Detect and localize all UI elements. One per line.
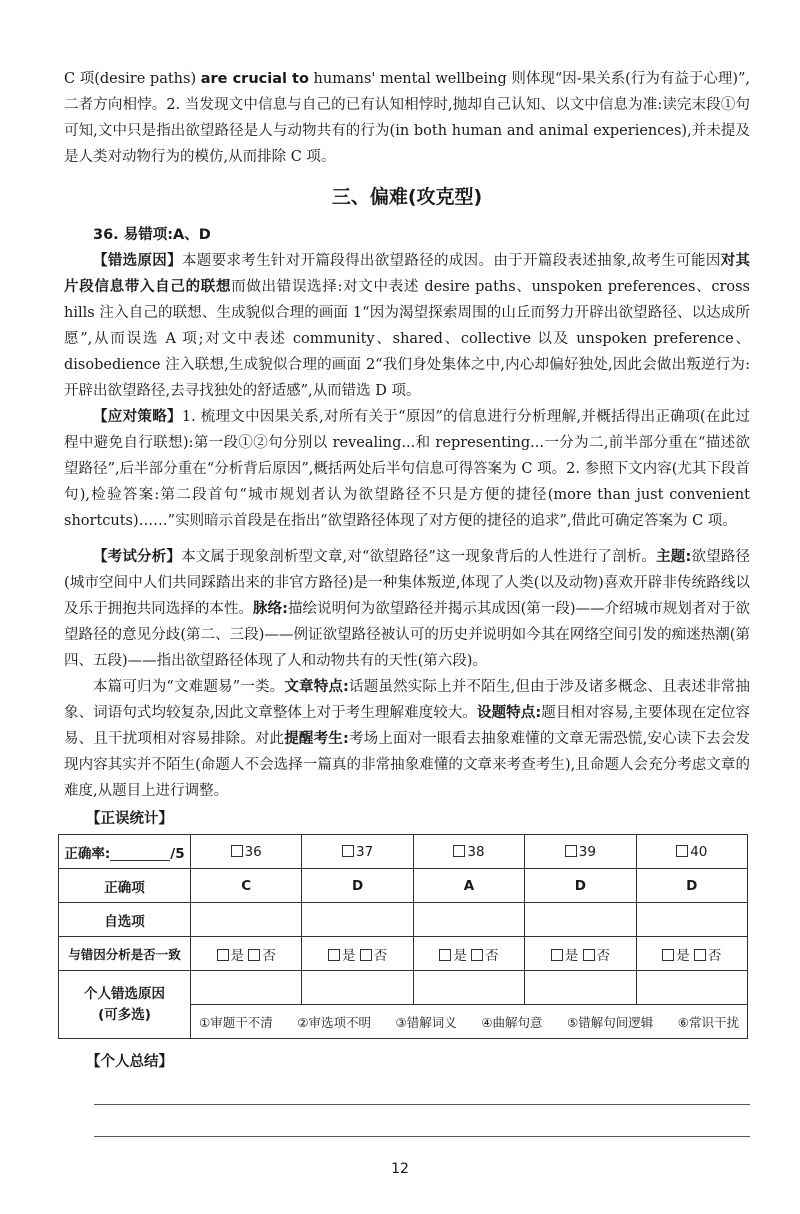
summary-label: 【个人总结】 — [86, 1054, 173, 1070]
table-row — [59, 835, 748, 869]
answer-cell: D — [302, 869, 413, 903]
error-cause-paragraph — [64, 248, 750, 404]
analysis-paragraph-1 — [64, 544, 750, 674]
self-choice-cell[interactable] — [413, 903, 524, 937]
reason-input-cell[interactable] — [636, 971, 747, 1005]
self-choice-cell[interactable] — [302, 903, 413, 937]
reason-option[interactable]: ①审题干不清 — [199, 1014, 273, 1030]
checkbox-icon[interactable] — [551, 949, 563, 961]
question-number: 37 — [355, 843, 374, 860]
checkbox-icon[interactable] — [231, 845, 243, 857]
feature-label: 文章特点: — [284, 679, 349, 695]
checkbox-icon[interactable] — [662, 949, 674, 961]
yes-label: 是 — [230, 947, 245, 964]
summary-line[interactable] — [94, 1073, 750, 1105]
self-choice-cell[interactable] — [191, 903, 302, 937]
reason-option[interactable]: ②审选项不明 — [297, 1014, 371, 1030]
accuracy-blank[interactable] — [110, 846, 170, 861]
analysis-text-b: 欲望路径(城市空间中人们共同踩踏出来的非官方路径)是一种集体叛逆,体现了人类(以及动物)喜欢开辟非传统路线以及乐于拥抱共同选择的本性。 — [64, 549, 750, 617]
answer-row-label: 正确项 — [59, 869, 191, 903]
reason-input-cell[interactable] — [413, 971, 524, 1005]
answer-cell: C — [191, 869, 302, 903]
reason-input-cell[interactable] — [191, 971, 302, 1005]
intro-bold-phrase: are crucial to — [200, 71, 309, 87]
vein-label: 脉络: — [253, 601, 288, 617]
yes-label: 是 — [341, 947, 356, 964]
error-cause-text-a: 本题要求考生针对开篇段得出欲望路径的成因。由于开篇段表述抽象,故考生可能因 — [181, 253, 721, 269]
match-cell[interactable] — [302, 937, 413, 971]
reason-label: 个人错选原因 — [84, 985, 165, 1002]
reason-input-cell[interactable] — [525, 971, 636, 1005]
analysis-label: 【考试分析】 — [93, 549, 182, 565]
no-label: 否 — [596, 947, 611, 964]
summary-line[interactable] — [94, 1105, 750, 1137]
checkbox-icon[interactable] — [583, 949, 595, 961]
accuracy-suffix: /5 — [170, 845, 185, 862]
checkbox-icon[interactable] — [328, 949, 340, 961]
checkbox-icon[interactable] — [217, 949, 229, 961]
no-label: 否 — [262, 947, 276, 964]
answer-cell: A — [413, 869, 524, 903]
match-cell[interactable] — [413, 937, 524, 971]
question-feature-label: 设题特点: — [477, 705, 542, 721]
answer-cell: D — [525, 869, 636, 903]
intro-text-b: humans' mental wellbeing 则体现“因-果关系(行为有益于心理)”,二者方向相悖。2. 当发现文中信息与自己的已有认知相悖时,抛却自己认知、以文中信息为准:读完末段①句可知,文中只是指出欲望路径是人与动物共有的行为(in both human and animal experiences),并未提及是人类对动物行为的模仿,从而排除 C 项。 — [64, 71, 751, 165]
reason-label-note: (可多选) — [98, 1006, 151, 1023]
self-choice-cell[interactable] — [636, 903, 747, 937]
match-cell[interactable] — [525, 937, 636, 971]
question-number: 36 — [244, 843, 262, 860]
theme-label: 主题: — [656, 549, 692, 565]
question-cell[interactable] — [525, 835, 636, 869]
table-row — [59, 869, 748, 903]
reason-option[interactable]: ⑥常识干扰 — [677, 1014, 739, 1030]
no-label: 否 — [707, 947, 722, 964]
stats-table — [58, 834, 748, 1039]
analysis-text-g: 考场上面对一眼看去抽象难懂的文章无需恐慌,安心读下去会发现内容其实并不陌生(命题人不会选择一篇真的非常抽象难懂的文章来考查考生),且命题人会充分考虑文章的难度,从题目上进行调整。 — [64, 731, 750, 799]
checkbox-icon[interactable] — [565, 845, 577, 857]
self-choice-label: 自选项 — [59, 903, 191, 937]
self-choice-cell[interactable] — [525, 903, 636, 937]
accuracy-cell — [59, 835, 191, 869]
reason-label-cell — [59, 971, 191, 1039]
checkbox-icon[interactable] — [360, 949, 372, 961]
answer-cell: D — [636, 869, 747, 903]
reason-option[interactable]: ④曲解句意 — [481, 1014, 543, 1030]
question-cell[interactable] — [302, 835, 413, 869]
question-cell[interactable] — [413, 835, 524, 869]
no-label: 否 — [485, 947, 499, 964]
yes-label: 是 — [564, 947, 579, 964]
no-label: 否 — [373, 947, 388, 964]
reason-input-cell[interactable] — [302, 971, 413, 1005]
table-row — [59, 903, 748, 937]
stats-label: 【正误统计】 — [86, 811, 173, 827]
strategy-label: 【应对策略】 — [93, 409, 182, 425]
table-row — [59, 971, 748, 1005]
checkbox-icon[interactable] — [248, 949, 260, 961]
match-cell[interactable] — [191, 937, 302, 971]
error-cause-label: 【错选原因】 — [93, 253, 182, 269]
checkbox-icon[interactable] — [453, 845, 465, 857]
error-cause-text-b: 而做出错误选择:对文中表述 desire paths、unspoken preferences、cross hills 注入自己的联想、生成貌似合理的画面 1“因为渴望探索周围的山丘而努力开辟出欲望路径、以达成所愿”,从而误选 A 项;对文中表述 community、shared、collective 以及 unspoken preference、disobedience 注入联想,生成貌似合理的画面 2“我们身处集体之中,内心却偏好独处,因此会做出叛逆行为:开辟出欲望路径,去寻找独处的舒适感”,从而错选 D 项。 — [64, 279, 751, 399]
yes-label: 是 — [453, 947, 467, 964]
checkbox-icon[interactable] — [694, 949, 706, 961]
question-number: 40 — [690, 843, 708, 860]
spacer — [64, 534, 750, 544]
match-label: 与错因分析是否一致 — [59, 937, 191, 971]
checkbox-icon[interactable] — [471, 949, 483, 961]
reason-options — [191, 1005, 748, 1039]
page-number: 12 — [391, 1161, 409, 1177]
checkbox-icon[interactable] — [439, 949, 451, 961]
yes-label: 是 — [676, 947, 690, 964]
reason-option[interactable]: ③错解词义 — [395, 1014, 457, 1030]
analysis-paragraph-2 — [64, 674, 750, 804]
question-number: 39 — [578, 843, 596, 860]
intro-text-a: C 项(desire paths) — [64, 71, 197, 87]
analysis-text-d: 本篇可归为“文难题易”一类。 — [93, 679, 285, 695]
question-36-heading: 36. 易错项:A、D — [93, 227, 211, 243]
intro-paragraph — [64, 66, 750, 170]
analysis-text-e: 话题虽然实际上并不陌生,但由于涉及诸多概念、且表述非常抽象、词语句式均较复杂,因此文章整体上对于考生理解难度较大。 — [64, 679, 750, 721]
checkbox-icon[interactable] — [676, 845, 688, 857]
match-cell[interactable] — [636, 937, 747, 971]
reason-option[interactable]: ⑤错解句间逻辑 — [567, 1014, 654, 1030]
analysis-text-f: 题目相对容易,主要体现在定位容易、且干扰项相对容易排除。对此 — [64, 705, 751, 747]
remind-label: 提醒考生: — [284, 731, 349, 747]
strategy-text: 1. 梳理文中因果关系,对所有关于“原因”的信息进行分析理解,并概括得出正确项(在此过程中避免自行联想):第一段①②句分别以 revealing...和 representing...一分为二,前半部分重在“描述欲望路径”,后半部分重在“分析背后原因”,概括两处后半句信息可得答案为 C 项。2. 参照下文内容(尤其下段首句),检验答案:第二段首句“城市规划者认为欲望路径不只是方便的捷径(more than just convenient shortcuts)……”实则暗示首段是在指出“欲望路径体现了对方便的捷径的追求”,借此可确定答案为 C 项。 — [64, 409, 750, 529]
page-content — [64, 66, 750, 1137]
section-title: 三、偏难(攻克型) — [331, 186, 483, 208]
error-cause-bold: 对其片段信息带入自己的联想 — [64, 253, 751, 295]
question-cell[interactable] — [191, 835, 302, 869]
analysis-text-c: 描绘说明何为欲望路径并揭示其成因(第一段)——介绍城市规划者对于欲望路径的意见分歧(第二、三段)——例证欲望路径被认可的历史并说明如今其在网络空间引发的痴迷热潮(第四、五段)——指出欲望路径体现了人和动物共有的天性(第六段)。 — [64, 601, 750, 669]
question-cell[interactable] — [636, 835, 747, 869]
strategy-paragraph — [64, 404, 750, 534]
table-row — [59, 937, 748, 971]
analysis-text-a: 本文属于现象剖析型文章,对“欲望路径”这一现象背后的人性进行了剖析。 — [181, 549, 657, 565]
question-number: 38 — [467, 843, 485, 860]
accuracy-label: 正确率: — [64, 845, 111, 862]
checkbox-icon[interactable] — [342, 845, 354, 857]
